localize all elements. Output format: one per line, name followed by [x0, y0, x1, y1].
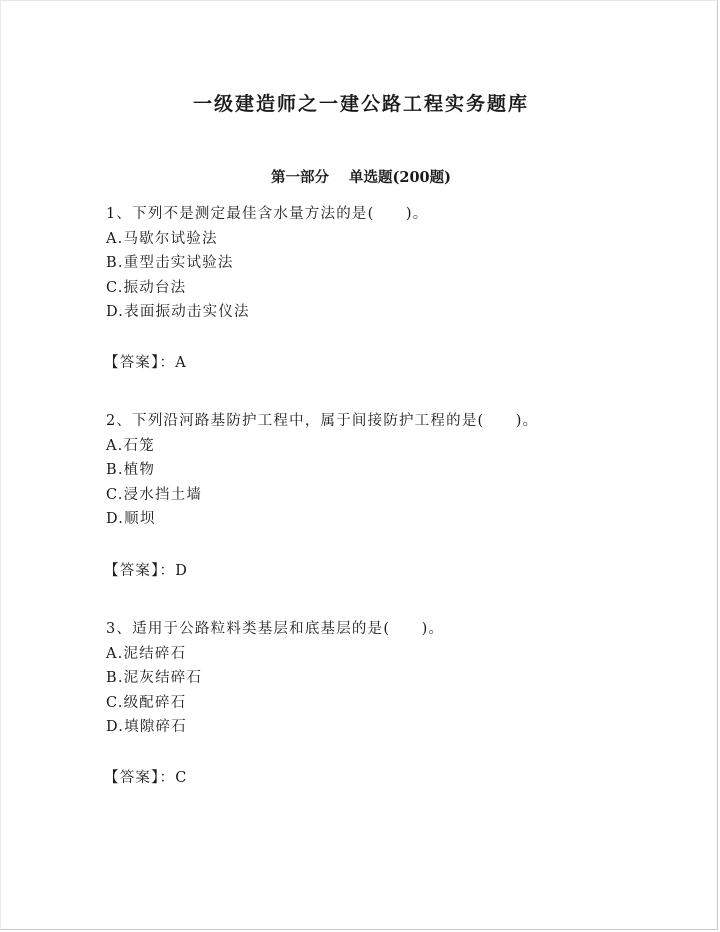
answer-3: 【答案】：C	[104, 770, 188, 786]
question-stem: 2、下列沿河路基防护工程中，属于间接防护工程的是( )。	[106, 413, 539, 429]
option-d: D.填隙碎石	[106, 719, 187, 735]
answer-2: 【答案】：D	[104, 563, 189, 579]
question-2	[106, 409, 686, 532]
option-a: A.马歇尔试验法	[106, 230, 218, 247]
answer-1: 【答案】：A	[104, 355, 187, 371]
document-title: 一级建造师之一建公路工程实务题库	[192, 93, 529, 115]
section-heading	[1, 166, 720, 187]
option-b: B.泥灰结碎石	[106, 670, 203, 686]
option-c: C.级配碎石	[106, 694, 187, 711]
question-stem: 1、下列不是测定最佳含水量方法的是( )。	[106, 206, 429, 222]
option-b: B.重型击实试验法	[106, 255, 234, 271]
option-c: C.浸水挡土墙	[106, 486, 203, 503]
question-3	[106, 617, 686, 740]
question-stem: 3、适用于公路粒料类基层和底基层的是( )。	[106, 621, 445, 637]
section-title: 第一部分	[271, 169, 329, 186]
option-a: A.泥结碎石	[106, 645, 187, 662]
option-d: D.表面振动击实仪法	[106, 304, 250, 320]
option-c: C.振动台法	[106, 279, 187, 296]
option-b: B.植物	[106, 462, 156, 478]
section-subtitle: 单选题(200题)	[349, 169, 451, 186]
option-d: D.顺坝	[106, 511, 156, 527]
option-a: A.石笼	[106, 437, 155, 454]
question-1	[106, 202, 686, 325]
